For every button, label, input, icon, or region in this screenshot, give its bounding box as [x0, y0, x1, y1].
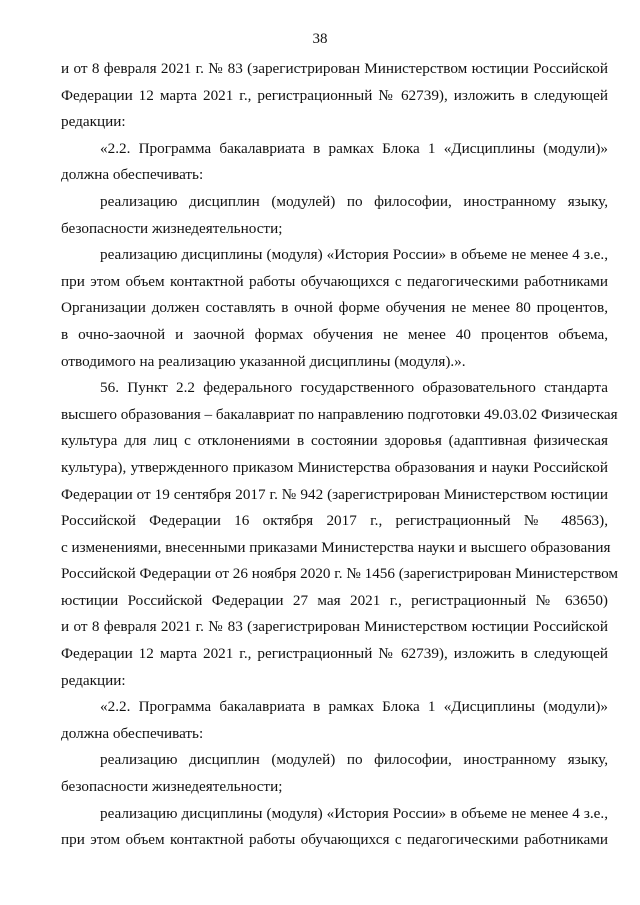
- text-line: Российской Федерации от 26 ноября 2020 г. № 1456 (зарегистрирован Министерством: [61, 565, 619, 583]
- text-line: должна обеспечивать:: [61, 166, 204, 184]
- document-body: [61, 56, 619, 854]
- text-line: Федерации от 19 сентября 2017 г. № 942 (зарегистрирован Министерством юстиции: [61, 485, 608, 503]
- text-line: безопасности жизнедеятельности;: [61, 778, 283, 796]
- text-line: отводимого на реализацию указанной дисциплины (модуля).».: [61, 352, 466, 370]
- text-line: в очно-заочной и заочной формах обучения не менее 40 процентов объема,: [61, 325, 608, 343]
- text-line: реализацию дисциплин (модулей) по философии, иностранному языку,: [100, 751, 608, 769]
- text-line: 56. Пункт 2.2 федерального государственного образовательного стандарта: [100, 379, 608, 397]
- text-line: высшего образования – бакалавриат по направлению подготовки 49.03.02 Физическая: [61, 405, 618, 423]
- text-line: Российской Федерации 16 октября 2017 г., регистрационный № 48563),: [61, 512, 608, 530]
- text-line: при этом объем контактной работы обучающихся с педагогическими работниками: [61, 831, 608, 849]
- text-line: при этом объем контактной работы обучающихся с педагогическими работниками: [61, 272, 608, 290]
- text-line: с изменениями, внесенными приказами Министерства науки и высшего образования: [61, 538, 611, 556]
- text-line: Организации должен составлять в очной форме обучения не менее 80 процентов,: [61, 299, 608, 317]
- text-line: культура для лиц с отклонениями в состоянии здоровья (адаптивная физическая: [61, 432, 608, 450]
- text-line: редакции:: [61, 671, 126, 689]
- text-line: реализацию дисциплины (модуля) «История России» в объеме не менее 4 з.е.,: [100, 804, 608, 822]
- text-line: юстиции Российской Федерации 27 мая 2021 г., регистрационный № 63650): [61, 591, 608, 609]
- text-line: и от 8 февраля 2021 г. № 83 (зарегистрирован Министерством юстиции Российской: [61, 60, 608, 77]
- page-number: 38: [312, 31, 328, 47]
- text-line: реализацию дисциплины (модуля) «История России» в объеме не менее 4 з.е.,: [100, 246, 608, 264]
- text-block: [61, 56, 619, 854]
- text-line: Федерации 12 марта 2021 г., регистрационный № 62739), изложить в следующей: [61, 86, 608, 104]
- text-line: реализацию дисциплин (модулей) по философии, иностранному языку,: [100, 192, 608, 210]
- text-line: культура), утвержденного приказом Министерства образования и науки Российской: [61, 458, 608, 476]
- text-line: должна обеспечивать:: [61, 724, 204, 742]
- text-line: «2.2. Программа бакалавриата в рамках Блока 1 «Дисциплины (модули)»: [100, 698, 608, 716]
- text-line: «2.2. Программа бакалавриата в рамках Блока 1 «Дисциплины (модули)»: [100, 139, 608, 157]
- text-line: и от 8 февраля 2021 г. № 83 (зарегистрирован Министерством юстиции Российской: [61, 618, 608, 636]
- text-line: Федерации 12 марта 2021 г., регистрационный № 62739), изложить в следующей: [61, 645, 608, 663]
- text-line: редакции:: [61, 113, 126, 131]
- text-line: безопасности жизнедеятельности;: [61, 219, 283, 237]
